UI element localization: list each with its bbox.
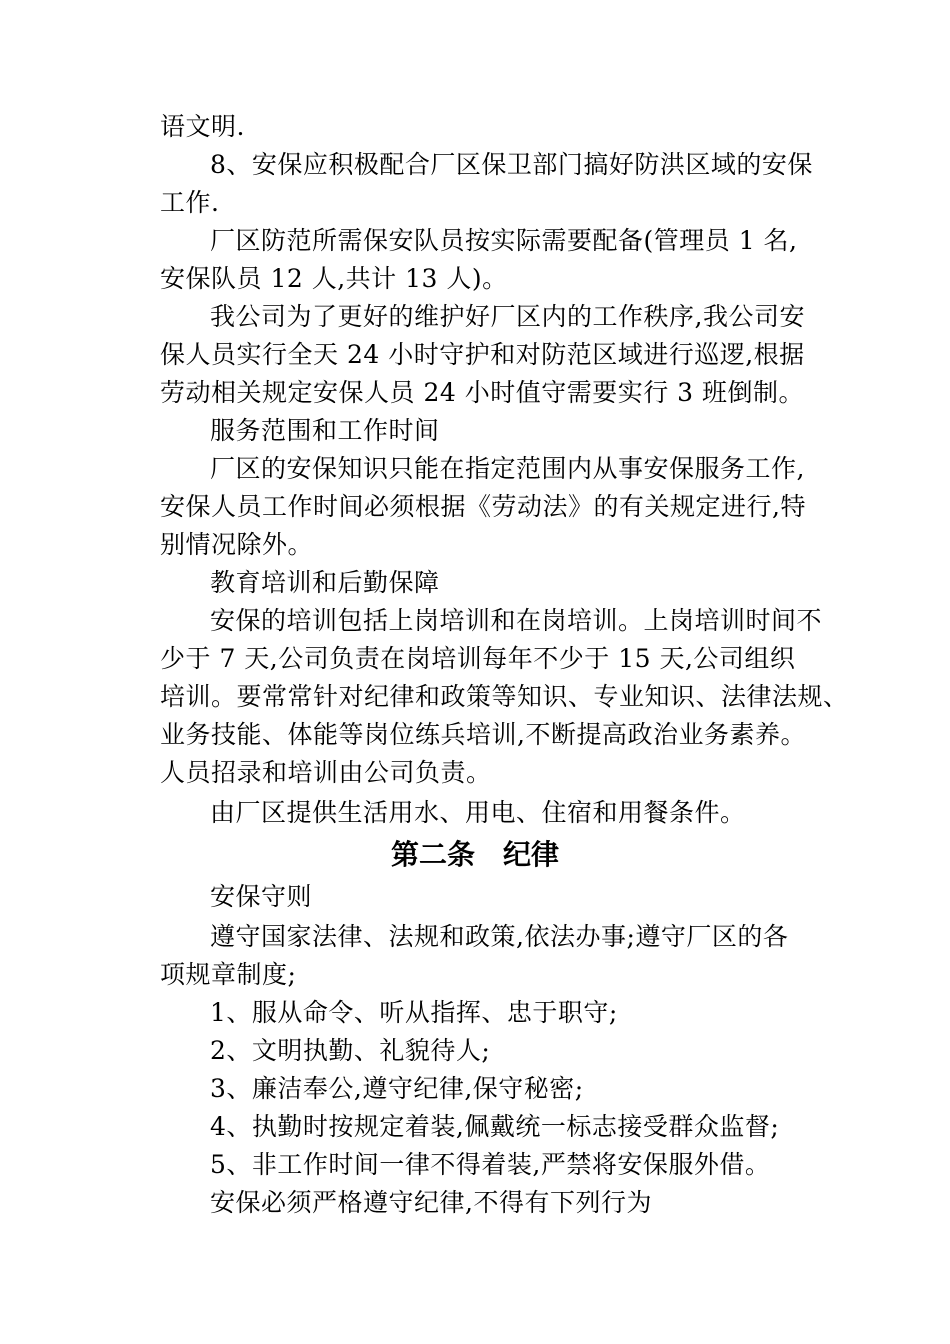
text-line: 业务技能、体能等岗位练兵培训,不断提高政治业务素养。 <box>160 720 806 749</box>
text-line: 遵守国家法律、法规和政策,依法办事;遵守厂区的各 <box>210 922 789 951</box>
text-line: 8、安保应积极配合厂区保卫部门搞好防洪区域的安保 <box>210 150 813 179</box>
section-heading: 第二条 纪律 <box>390 838 559 871</box>
text-line: 安保人员工作时间必须根据《劳动法》的有关规定进行,特 <box>160 492 806 521</box>
text-line: 由厂区提供生活用水、用电、住宿和用餐条件。 <box>210 798 746 827</box>
text-line: 我公司为了更好的维护好厂区内的工作秩序,我公司安 <box>210 302 805 331</box>
text-line: 别情况除外。 <box>160 530 314 559</box>
text-line: 安保守则 <box>210 882 313 911</box>
text-line: 4、执勤时按规定着装,佩戴统一标志接受群众监督; <box>210 1112 780 1141</box>
text-line: 安保的培训包括上岗培训和在岗培训。上岗培训时间不 <box>210 606 823 635</box>
text-line: 厂区的安保知识只能在指定范围内从事安保服务工作, <box>210 454 805 483</box>
text-line: 5、非工作时间一律不得着装,严禁将安保服外借。 <box>210 1150 771 1179</box>
text-line: 服务范围和工作时间 <box>210 416 440 445</box>
text-line: 3、廉洁奉公,遵守纪律,保守秘密; <box>210 1074 584 1103</box>
text-line: 教育培训和后勤保障 <box>210 568 440 597</box>
text-line: 工作. <box>160 188 220 217</box>
text-line: 厂区防范所需保安队员按实际需要配备(管理员 1 名, <box>210 226 798 255</box>
text-line: 人员招录和培训由公司负责。 <box>160 758 492 787</box>
text-line: 项规章制度; <box>160 960 297 989</box>
text-line: 少于 7 天,公司负责在岗培训每年不少于 15 天,公司组织 <box>160 644 796 673</box>
text-line: 培训。要常常针对纪律和政策等知识、专业知识、法律法规、 <box>160 682 849 711</box>
text-line: 1、服从命令、听从指挥、忠于职守; <box>210 998 618 1027</box>
text-line: 安保队员 12 人,共计 13 人)。 <box>160 264 508 293</box>
text-line: 语文明. <box>160 112 245 141</box>
text-line: 2、文明执勤、礼貌待人; <box>210 1036 491 1065</box>
text-line: 安保必须严格遵守纪律,不得有下列行为 <box>210 1188 652 1217</box>
text-line: 保人员实行全天 24 小时守护和对防范区域进行巡逻,根据 <box>160 340 805 369</box>
text-line: 劳动相关规定安保人员 24 小时值守需要实行 3 班倒制。 <box>160 378 805 407</box>
